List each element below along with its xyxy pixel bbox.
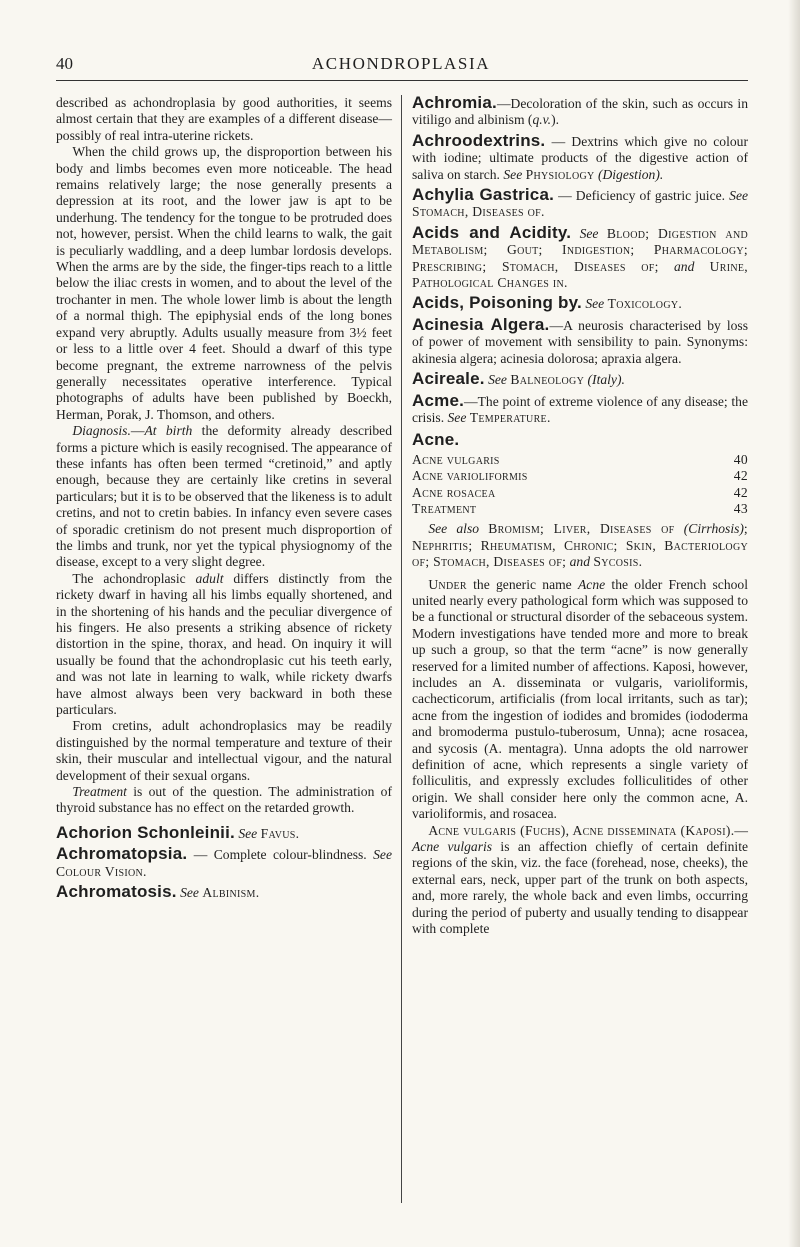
- see-label: See: [585, 296, 605, 312]
- headword: Achromia.: [412, 93, 497, 112]
- headword: Achromatosis.: [56, 882, 177, 902]
- emphasis: q.v.: [532, 112, 552, 128]
- entry-text: — Complete colour-blindness.: [187, 847, 374, 863]
- emphasis: At birth: [144, 423, 193, 439]
- see-label: See: [238, 825, 258, 841]
- contents-page: 43: [733, 500, 748, 516]
- cross-reference: Sycosis.: [593, 554, 643, 570]
- headword: Achroodextrins.: [412, 130, 546, 150]
- section-label: Treatment: [72, 784, 127, 800]
- headword: Acne.: [412, 430, 460, 450]
- cross-reference: Albinism.: [202, 885, 260, 901]
- cross-reference: Colour Vision.: [56, 863, 147, 879]
- entry-acids: [412, 222, 748, 292]
- contents-label: Acne varioliformis: [412, 468, 528, 484]
- cross-reference-sub: (Digestion).: [597, 166, 664, 182]
- see-label: See: [373, 847, 392, 863]
- headword: Achylia Gastrica.: [412, 185, 555, 205]
- entry-acids-poisoning: [412, 295, 748, 312]
- entry-acireale: [412, 371, 748, 388]
- page-edge-shadow: [788, 0, 800, 1247]
- header-rule: [56, 80, 748, 81]
- contents-label: Treatment: [412, 500, 477, 516]
- entry-text: —Decoloration of the skin, such as occurs in vitiligo and albinism (: [412, 96, 748, 128]
- headword: Acme.: [412, 390, 465, 410]
- see-label: See: [180, 885, 199, 901]
- contents-page: 42: [733, 484, 748, 500]
- paragraph: [412, 823, 748, 938]
- page-header: [56, 54, 746, 78]
- cross-reference: Balneology: [510, 372, 585, 388]
- see-label: See also: [428, 521, 480, 537]
- paragraph-treatment: [56, 784, 392, 817]
- section-label: Acne vulgaris (Fuchs), Acne disseminata (Kaposi).: [428, 822, 735, 838]
- entry-text: —The point of extreme violence of any disease; the crisis.: [412, 393, 748, 425]
- see-label: See: [503, 166, 523, 182]
- column-rule: [401, 95, 402, 1203]
- running-head: ACHONDROPLASIA: [311, 54, 491, 73]
- paragraph-text: the older French school united nearly every pathological form which was supposed to be a functional or structural disorder of the sebaceous system. Modern investigations have tended more and more to break up such a group, so that the term “acne” is now generally reserved for a limited number of affections. Kaposi, however, includes an A. disseminata or vulgaris, varioliformis, cachecticorum, artificialis (from local irritants, such as tar); acne from the ingestion of iodides and bromides (iododerma and bromoderma pustulo-tuberosum, Unna); acne rosacea, and sycosis (A. mentagra). Unna adopts the old narrower definition of acne, which represents a single variety of folliculitis, and expressly excludes folliculitides of other origin. We shall consider here only the common acne, A. varioliformis, and rosacea.: [412, 576, 749, 822]
- cross-reference: Toxicology.: [607, 296, 683, 312]
- see-label: See: [447, 409, 467, 425]
- entry-achromatosis: [56, 884, 392, 901]
- cross-reference: Temperature.: [469, 409, 551, 425]
- emphasis: Acne vulgaris: [412, 839, 493, 855]
- entry-achylia: [412, 187, 748, 221]
- see-label: See: [488, 372, 507, 388]
- contents-item: [412, 452, 748, 468]
- entry-acne: [412, 432, 748, 937]
- entry-acme: [412, 390, 748, 427]
- paragraph-text: is out of the question. The administration of thyroid substance has no effect on the retarded growth.: [56, 784, 392, 816]
- lead-word: Under: [428, 576, 467, 592]
- contents-page: 42: [733, 468, 748, 484]
- cross-reference-sub: (Italy).: [587, 372, 625, 388]
- page-number: 40: [56, 54, 73, 73]
- paragraph-text: is an affection chiefly of certain definite regions of the skin, viz. the face (forehead, nose, cheeks), the external ears, neck, upper part of the trunk on both aspects, and, more rarely, the whole back and even limbs, occurring during the period of puberty and usually tending to disappear with complete: [412, 839, 748, 937]
- paragraph-text: the generic name: [466, 576, 578, 592]
- entry-text: — Deficiency of gastric juice.: [554, 188, 730, 204]
- paragraph-text: The achondroplasic: [72, 570, 196, 586]
- cross-reference: Bromism; Liver, Diseases of: [488, 521, 675, 537]
- emphasis: adult: [195, 570, 224, 586]
- paragraph-text: the deformity already described forms a picture which is easily recognised. The appearance of these infants has often been termed “cretinoid,” and aptly enough, because they are certainly like cretins in several particulars; but it is to be observed that the likeness is to adult cretins, and not to cretin babies. In infancy even severe cases of sporadic cretinism do not present much disproportion of the limbs and trunk, nor yet the typical physiognomy of the disease, except to a very slight degree.: [56, 423, 393, 570]
- cross-reference: Urine, Pathological Changes in.: [412, 258, 748, 291]
- paragraph: When the child grows up, the disproportion between his body and limbs becomes even more noticeable. The head remains relatively large; the nose generally presents a depression at its root, and the lower jaw is apt to be underhung. The tendency for the tongue to be protruded does not, however, persist. When the child learns to walk, the gait is peculiarly waddling, and a deep lumbar lordosis develops. When the arms are by the side, the finger-tips reach to a little below the iliac crests in women, and to about the level of the trochanter in men. The whole lower limb is about the length of a normal thigh. The epiphysial ends of the long bones expand very abruptly. Adults usually measure from 3½ feet or less to a little over 4 feet. Should a dwarf of this type become pregnant, the extreme narrowness of the pelvis generally necessitates operative interference. Typical photographs of adults have been published by Boeckh, Herman, Porak, J. Thomson, and others.: [56, 144, 392, 422]
- see-label: See: [579, 225, 599, 241]
- entry-achroodextrins: [412, 130, 748, 183]
- cross-reference: Blood; Digestion and Metabolism; Gout; Indigestion; Pharmacology; Prescribing; Stomach, Diseases of;: [412, 225, 748, 274]
- contents-item: [412, 501, 748, 517]
- headword: Acireale.: [412, 369, 485, 389]
- contents-item: [412, 468, 748, 484]
- headword: Acids and Acidity.: [412, 222, 572, 242]
- cross-reference: Stomach, Diseases of.: [412, 204, 545, 220]
- dash: —: [130, 423, 145, 439]
- cross-reference: Favus.: [260, 825, 300, 841]
- left-column: [56, 95, 392, 906]
- headword: Acinesia Algera.: [412, 314, 550, 334]
- right-column: [412, 95, 748, 938]
- contents-label: Acne vulgaris: [412, 451, 500, 467]
- entry-text: —A neurosis characterised by loss of power of movement with sensibility to pain. Synonyms: akinesia algera; acinesia dolorosa; apraxia algera.: [412, 317, 748, 366]
- paragraph: described as achondroplasia by good authorities, it seems almost certain that they are examples of a different disease—possibly of real intra-uterine rickets.: [56, 95, 392, 143]
- contents-page: 40: [733, 451, 748, 467]
- see-also: [412, 521, 748, 570]
- dash: —: [734, 822, 748, 838]
- entry-achorion: [56, 822, 392, 842]
- contents-label: Acne rosacea: [412, 484, 496, 500]
- emphasis: Acne: [577, 576, 606, 592]
- contents-item: [412, 485, 748, 501]
- entry-text: ).: [551, 112, 560, 128]
- cross-reference: Physiology: [525, 166, 595, 182]
- paragraph: From cretins, adult achondroplasics may be readily distinguished by the normal temperature and texture of their skin, their muscular and intellectual vigour, and the natural development of their sexual organs.: [56, 718, 392, 783]
- section-label: Diagnosis.: [72, 423, 131, 439]
- entry-achromatopsia: [56, 846, 392, 880]
- headword: Achorion Schonleinii.: [56, 822, 235, 842]
- paragraph-diagnosis: [56, 423, 392, 571]
- headword: Acids, Poisoning by.: [412, 293, 582, 313]
- conjunction: and: [569, 554, 590, 570]
- headword: Achromatopsia.: [56, 844, 188, 864]
- paragraph: [412, 577, 748, 823]
- entry-acinesia: [412, 314, 748, 367]
- paragraph-text: differs distinctly from the rickety dwarf in having all his limbs equally shortened, and in the shortening of his hands and the peculiar divergence of his fingers. He also presents a striking absence of rickety distortion in the spine, thorax, and head. On inquiry it will usually be found that the achondroplasic cut his teeth early, and was not late in learning to walk, while rickety dwarfs have almost always been very backward in both these particulars.: [56, 570, 392, 718]
- entry-text: — Dextrins which give no colour with iodine; ultimate products of the digestive action of saliva on starch.: [412, 133, 748, 182]
- paragraph: [56, 571, 392, 719]
- cross-reference: ; Nephritis; Rheumatism, Chronic; Skin, Bacteriology of; Stomach, Diseases of;: [412, 521, 748, 570]
- conjunction: and: [673, 258, 695, 274]
- acne-contents: [412, 452, 748, 518]
- see-label: See: [729, 188, 749, 204]
- cross-reference-sub: (Cirrhosis): [683, 521, 744, 537]
- entry-achromia: [412, 95, 748, 129]
